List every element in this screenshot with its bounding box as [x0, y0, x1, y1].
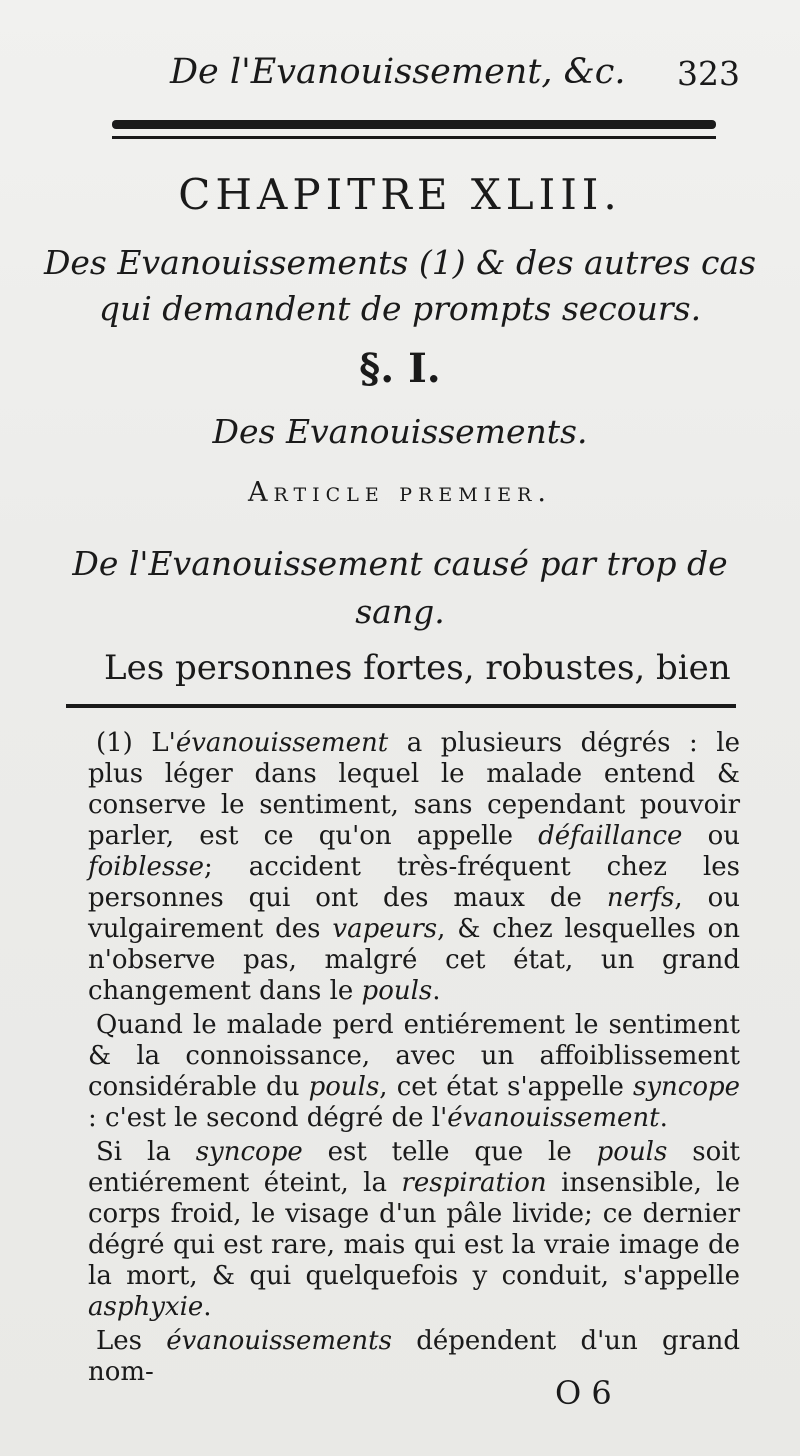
- footnote-term: pouls: [596, 1137, 668, 1167]
- footnote-paragraph-2: [88, 1010, 740, 1134]
- body-text-first-line: Les personnes fortes, robustes, bien: [104, 648, 731, 688]
- footnote-term: respiration: [401, 1168, 547, 1198]
- footnote-text: , & chez lesquelles on n'observe pas, malgré cet état, un grand changement dans le: [88, 914, 740, 1006]
- footnote-paragraph-1: [88, 728, 740, 1007]
- article-title-line-1: De l'Evanouissement causé par trop de: [72, 544, 728, 583]
- footnote-term: foiblesse: [88, 852, 205, 882]
- footnote-text: a plusieurs dégrés : le plus léger dans lequel le malade entend & conserve le sentiment, sans cependant pouvoir parler, est ce qu'on appelle: [88, 728, 740, 851]
- footnote-text: , cet état s'appelle: [379, 1072, 633, 1102]
- footnote-paragraph-4: [88, 1326, 740, 1388]
- article-heading: Article premier.: [248, 477, 552, 508]
- footnote-term: pouls: [361, 976, 433, 1006]
- header-rule-thick: [112, 120, 716, 129]
- footnote-text: .: [432, 976, 441, 1006]
- footnote-term: évanouissements: [166, 1326, 392, 1356]
- chapter-subtitle-line-1: Des Evanouissements (1) & des autres cas: [43, 243, 757, 282]
- footnote-text: Les: [96, 1326, 167, 1356]
- footnote-text: .: [203, 1292, 212, 1322]
- chapter-heading: CHAPITRE XLIII.: [178, 170, 622, 219]
- footnote-term: évanouissement: [447, 1103, 660, 1133]
- footnote-term: syncope: [632, 1072, 741, 1102]
- footnote-text: ; accident très-fréquent chez les personnes qui ont des maux de: [88, 852, 740, 913]
- footnote-term: pouls: [308, 1072, 380, 1102]
- footnote-text: : c'est le second dégré de l': [88, 1103, 448, 1133]
- footnote-text: , ou vulgairement des: [88, 883, 740, 944]
- article-title: [40, 540, 760, 636]
- footnote-term: asphyxie: [88, 1292, 204, 1322]
- footnote-paragraph-3: [88, 1137, 740, 1323]
- footnote-text: dépendent d'un grand nom-: [88, 1326, 740, 1387]
- footnote-text: est telle que le: [302, 1137, 597, 1167]
- running-head: [170, 52, 770, 102]
- footnote-text: insensible, le corps froid, le visage d'un pâle livide; ce dernier dégré qui est rare, mais qui est la vraie image de la mort, & qui quelquefois y conduit, s'appelle: [88, 1168, 740, 1291]
- footnote-text: ou: [682, 821, 740, 851]
- footnote-term: évanouissement: [175, 728, 389, 758]
- footnote-text: (1) L': [96, 728, 176, 758]
- footnote-text: .: [659, 1103, 668, 1133]
- footnote: [88, 728, 740, 1391]
- section-heading: §. I.: [359, 345, 441, 392]
- footnote-rule: [66, 704, 736, 708]
- footnote-text: soit entiérement éteint, la: [88, 1137, 740, 1198]
- header-rule-thin: [112, 136, 716, 139]
- page-number: 323: [677, 54, 740, 93]
- signature-mark: O 6: [555, 1374, 612, 1412]
- running-title: De l'Evanouissement, &c.: [170, 52, 626, 92]
- footnote-text: Si la: [96, 1137, 196, 1167]
- footnote-term: nerfs: [606, 883, 675, 913]
- footnote-term: vapeurs: [332, 914, 438, 944]
- footnote-term: défaillance: [538, 821, 683, 851]
- chapter-subtitle: [40, 240, 760, 332]
- footnote-term: syncope: [195, 1137, 303, 1167]
- section-title: Des Evanouissements.: [212, 412, 588, 451]
- chapter-subtitle-line-2: qui demandent de prompts secours.: [98, 289, 702, 328]
- footnote-text: Quand le malade perd entiérement le sentiment & la connoissance, avec un affoiblissement considérable du: [88, 1010, 740, 1102]
- article-title-line-2: sang.: [355, 592, 445, 631]
